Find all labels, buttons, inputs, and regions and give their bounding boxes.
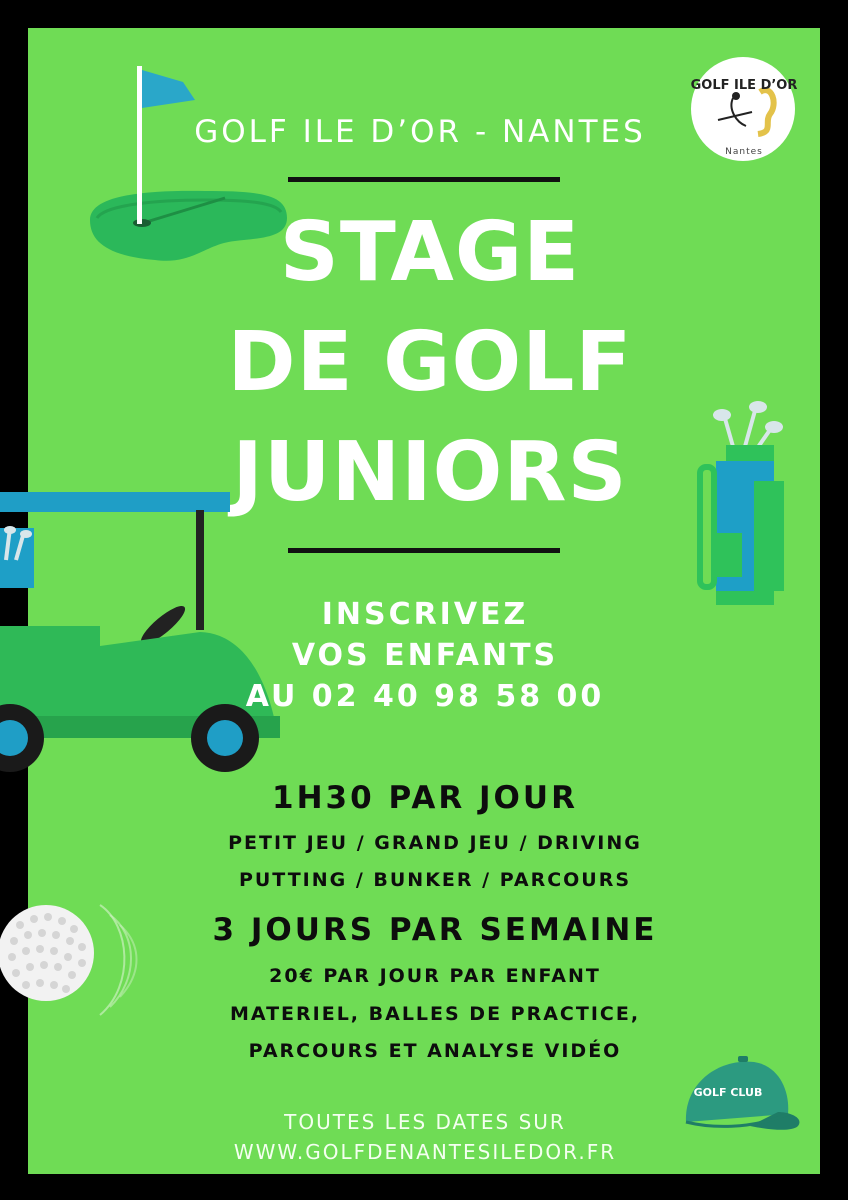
price-line-3: PARCOURS ET ANALYSE VIDÉO: [248, 1040, 622, 1062]
logo-subtext: Nantes: [725, 147, 763, 157]
title-line-2: DE GOLF: [227, 315, 633, 410]
price-line-2: MATERIEL, BALLES DE PRACTICE,: [229, 1003, 641, 1025]
top-divider: [288, 177, 560, 182]
bottom-divider: [288, 548, 560, 553]
golf-cart-icon: [0, 488, 300, 778]
cta-line-1: INSCRIVEZ: [321, 597, 529, 632]
cta-phone: AU 02 40 98 58 00: [245, 679, 605, 714]
logo-text: GOLF ILE D’OR: [690, 78, 798, 93]
activities-line-2: PUTTING / BUNKER / PARCOURS: [238, 869, 632, 891]
footer-website-link[interactable]: WWW.GOLFDENANTESILEDOR.FR: [233, 1140, 617, 1164]
per-week-heading: 3 JOURS PAR SEMAINE: [212, 912, 658, 948]
activities-line-1: PETIT JEU / GRAND JEU / DRIVING: [228, 832, 642, 854]
title-line-1: STAGE: [279, 205, 581, 300]
cta-line-2: VOS ENFANTS: [291, 638, 559, 673]
club-name: GOLF ILE D’OR - NANTES: [194, 114, 646, 150]
cap-text: GOLF CLUB: [693, 1086, 763, 1099]
per-day-heading: 1H30 PAR JOUR: [272, 780, 578, 816]
price-line-1: 20€ PAR JOUR PAR ENFANT: [269, 965, 601, 987]
footer-line-1: TOUTES LES DATES SUR: [284, 1110, 566, 1134]
golf-ball-icon: [0, 895, 140, 1025]
golf-bag-icon: [694, 395, 794, 610]
title-line-3: JUNIORS: [232, 425, 628, 520]
